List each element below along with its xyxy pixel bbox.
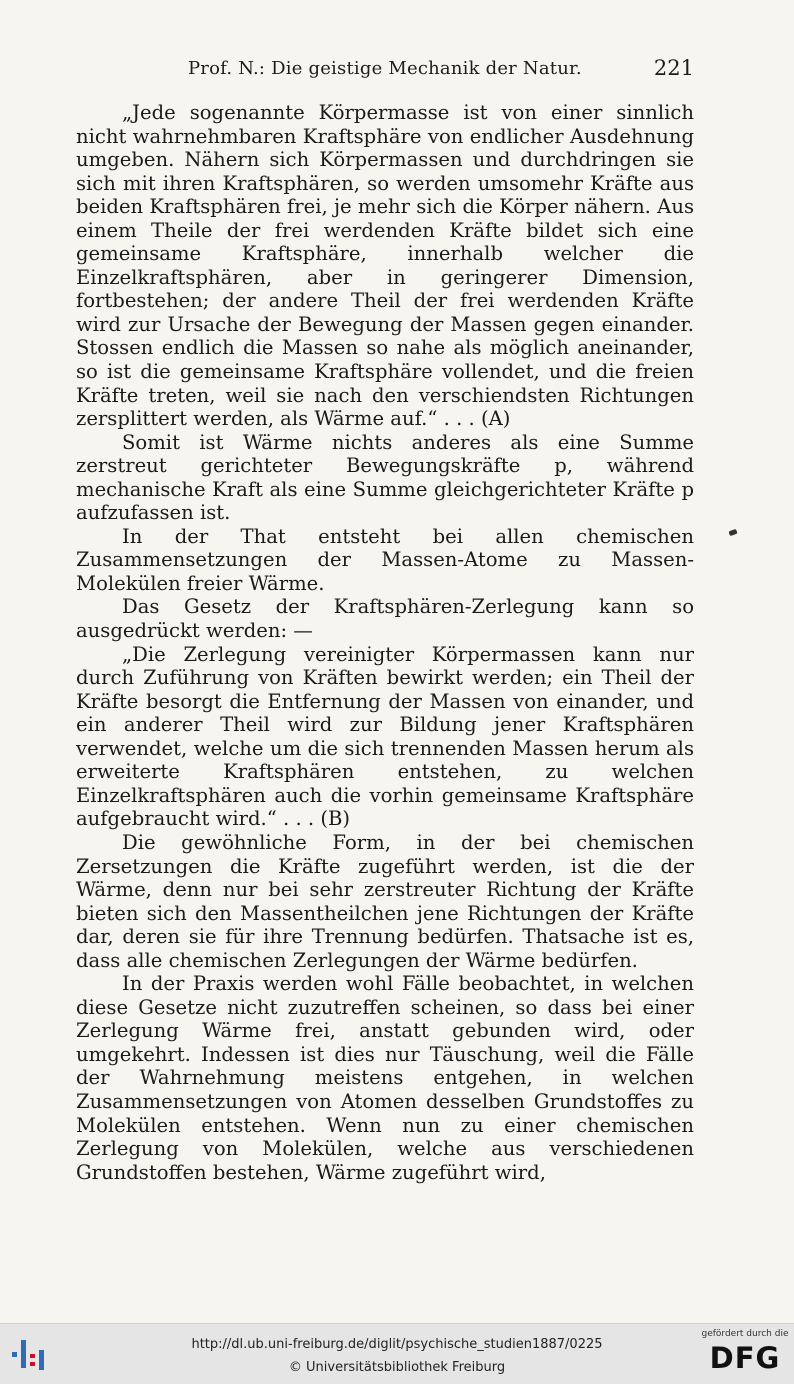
body-text xyxy=(76,101,694,1184)
paragraph: Somit ist Wärme nichts anderes als eine Summe zerstreut gerichteter Bewegungskräfte p, während mechanische Kraft als eine Summe gleichgerichteter Kräfte p aufzufassen ist. xyxy=(76,430,694,525)
dfg-logo: DFG xyxy=(709,1341,781,1375)
funded-by-label: gefördert durch die xyxy=(701,1329,789,1339)
footer-bar xyxy=(0,1323,794,1384)
page-number: 221 xyxy=(653,56,694,80)
ink-speck xyxy=(728,529,737,536)
paragraph: In der Praxis werden wohl Fälle beobachtet, in welchen diese Gesetze nicht zuzutreffen scheinen, so dass bei einer Zerlegung Wärme frei, anstatt gebunden wird, oder umgekehrt. Indessen ist dies nur Täuschung, weil die Fälle der Wahrnehmung meistens entgehen, in welchen Zusammensetzungen von Atomen desselben Grundstoffes zu Molekülen entstehen. Wenn nun zu einer chemischen Zerlegung von Molekülen, welche aus verschiedenen Grundstoffen bestehen, Wärme zugeführt wird, xyxy=(76,972,694,1184)
paragraph: „Jede sogenannte Körpermasse ist von einer sinnlich nicht wahrnehmbaren Kraftsphäre von endlicher Ausdehnung umgeben. Nähern sich Körpermassen und durchdringen sie sich mit ihren Kraftsphären, so werden umsomehr Kräfte aus beiden Kraftsphären frei, je mehr sich die Körper nähern. Aus einem Theile der frei werdenden Kräfte bildet sich eine gemeinsame Kraftsphäre, innerhalb welcher die Einzelkraftsphären, aber in geringerer Dimension, fortbestehen; der andere Theil der frei werdenden Kräfte wird zur Ursache der Bewegung der Massen gegen einander. Stossen endlich die Massen so nahe als möglich aneinander, so ist die gemeinsame Kraftsphäre vollendet, und die freien Kräfte treten, weil sie nach den verschiendsten Richtungen zersplittert werden, als Wärme auf.“ . . . (A) xyxy=(76,101,694,431)
source-url-link[interactable]: http://dl.ub.uni-freiburg.de/diglit/psychische_studien1887/0225 xyxy=(191,1337,603,1352)
running-title: Prof. N.: Die geistige Mechanik der Natur. xyxy=(188,58,582,79)
copyright-text: © Universitätsbibliothek Freiburg xyxy=(288,1360,506,1375)
paragraph: In der That entsteht bei allen chemischen Zusammensetzungen der Massen-Atome zu Massen-Molekülen freier Wärme. xyxy=(76,524,694,595)
paragraph: Die gewöhnliche Form, in der bei chemischen Zersetzungen die Kräfte zugeführt werden, ist die der Wärme, denn nur bei sehr zerstreuter Richtung der Kräfte bieten sich den Massentheilchen jene Richtungen der Kräfte dar, deren sie für ihre Trennung bedürfen. Thatsache ist es, dass alle chemischen Zerlegungen der Wärme bedürfen. xyxy=(76,830,694,972)
paragraph: Das Gesetz der Kraftsphären-Zerlegung kann so ausgedrückt werden: — xyxy=(76,595,694,643)
running-head xyxy=(188,56,696,84)
paragraph: „Die Zerlegung vereinigter Körpermassen kann nur durch Zuführung von Kräften bewirkt werden; ein Theil der Kräfte besorgt die Entfernung der Massen von einander, und ein anderer Theil wird zur Bildung jener Kraftsphären verwendet, welche um die sich trennenden Massen herum als erweiterte Kraftsphären entstehen, zu welchen Einzelkraftsphären auch die vorhin gemeinsame Kraftsphäre aufgebraucht wird.“ . . . (B) xyxy=(76,642,694,831)
